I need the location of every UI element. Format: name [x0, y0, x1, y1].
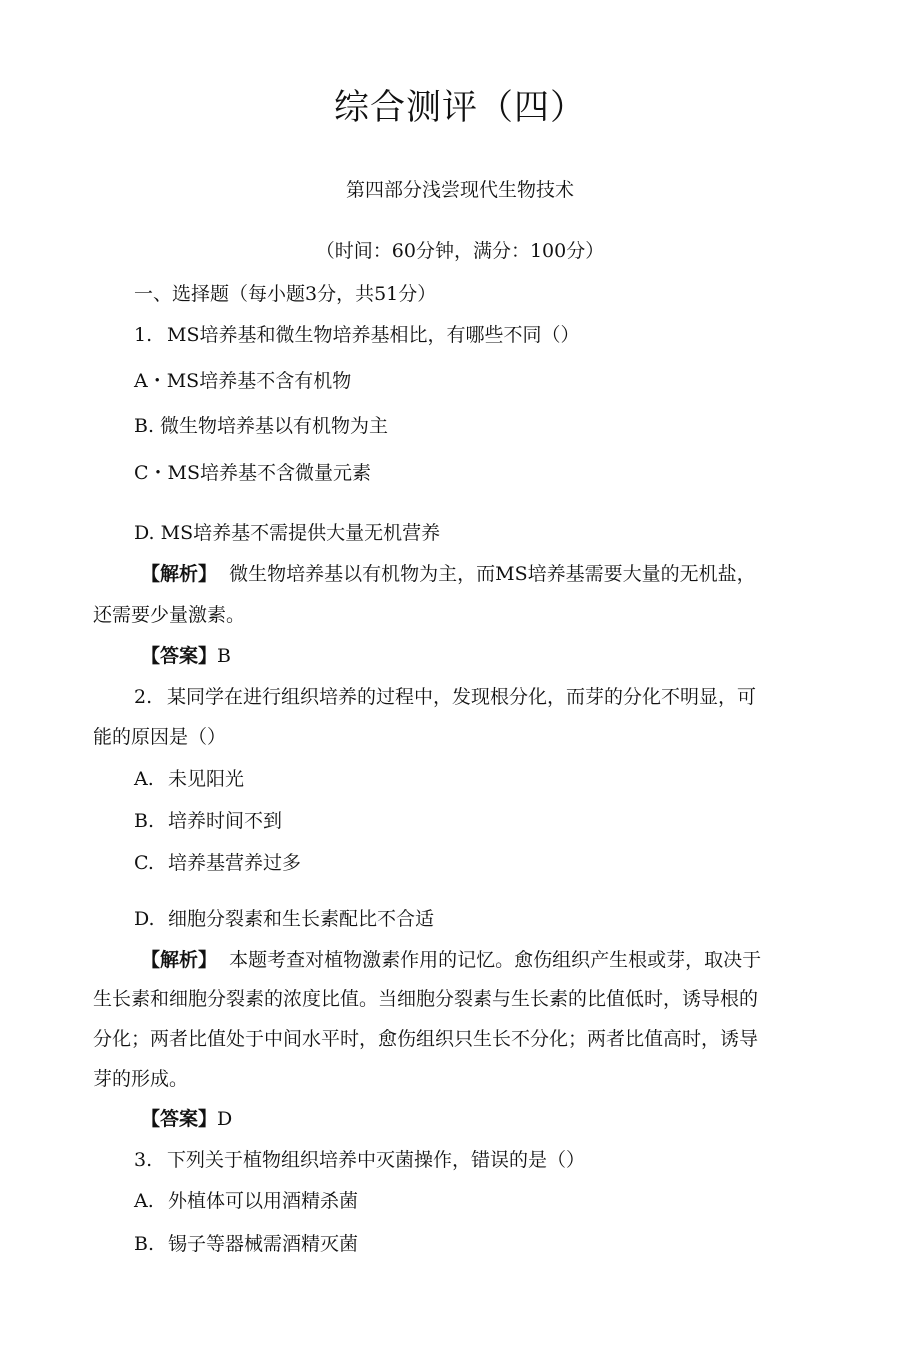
- question-3-stem: [134, 1148, 585, 1172]
- section-heading: 一、选择题（每小题3分，共51分）: [134, 283, 437, 305]
- page-title: 综合测评（四）: [333, 88, 586, 128]
- question-2-option-c: [134, 851, 301, 875]
- question-1-analysis-line-2: 还需要少量激素。: [93, 604, 246, 626]
- option-letter: C.: [134, 852, 154, 874]
- question-1-answer: [141, 644, 231, 668]
- answer-label: 【答案】: [141, 1108, 218, 1130]
- analysis-text: 微生物培养基以有机物为主，而MS培养基需要大量的无机盐，: [229, 563, 756, 585]
- option-letter: B.: [134, 1233, 155, 1255]
- question-2-option-a: [134, 767, 244, 791]
- question-number: 2.: [134, 686, 153, 708]
- question-3-option-b: [134, 1232, 358, 1256]
- option-letter: A.: [134, 768, 154, 790]
- question-text: 某同学在进行组织培养的过程中，发现根分化，而芽的分化不明显，可: [167, 686, 757, 708]
- page-subtitle: 第四部分浅尝现代生物技术: [345, 179, 574, 201]
- option-letter: B.: [134, 810, 155, 832]
- question-1-analysis-line-1: [141, 562, 756, 586]
- analysis-label: 【解析】: [141, 949, 218, 971]
- analysis-label: 【解析】: [141, 563, 218, 585]
- analysis-text: 本题考查对植物激素作用的记忆。愈伤组织产生根或芽，取决于: [229, 949, 762, 971]
- question-1-option-c: C・MS培养基不含微量元素: [134, 462, 372, 484]
- question-1-option-a: A・MS培养基不含有机物: [134, 370, 352, 392]
- option-text: 外植体可以用酒精杀菌: [168, 1190, 359, 1212]
- option-text: 未见阳光: [168, 768, 245, 790]
- option-text: 培养时间不到: [168, 810, 283, 832]
- question-2-option-d: [134, 907, 434, 931]
- question-2-answer: [141, 1107, 232, 1131]
- question-2-stem-line-2: 能的原因是（）: [93, 726, 227, 748]
- question-text: MS培养基和微生物培养基相比，有哪些不同（）: [167, 324, 580, 346]
- question-2-analysis-line-4: 芽的形成。: [93, 1068, 189, 1090]
- question-1-stem: [134, 323, 579, 347]
- answer-value: B: [217, 645, 231, 667]
- question-text: 下列关于植物组织培养中灭菌操作，错误的是（）: [167, 1149, 586, 1171]
- question-number: 3.: [134, 1149, 153, 1171]
- option-letter: A.: [134, 1190, 154, 1212]
- answer-label: 【答案】: [141, 645, 218, 667]
- answer-value: D: [217, 1108, 233, 1130]
- question-1-option-d: D. MS培养基不需提供大量无机营养: [134, 522, 441, 544]
- question-number: 1.: [134, 324, 153, 346]
- question-2-analysis-line-1: [141, 948, 761, 972]
- option-text: 培养基营养过多: [168, 852, 302, 874]
- question-3-option-a: [134, 1189, 358, 1213]
- time-info: （时间：60分钟，满分：100分）: [315, 240, 605, 262]
- option-text: 细胞分裂素和生长素配比不合适: [168, 908, 435, 930]
- question-1-option-b: B. 微生物培养基以有机物为主: [134, 415, 389, 437]
- question-2-stem-line-1: [134, 685, 756, 709]
- question-2-option-b: [134, 809, 282, 833]
- option-letter: D.: [134, 908, 155, 930]
- option-text: 锡子等器械需酒精灭菌: [168, 1233, 359, 1255]
- question-2-analysis-line-3: 分化；两者比值处于中间水平时，愈伤组织只生长不分化；两者比值高时，诱导: [93, 1028, 759, 1050]
- question-2-analysis-line-2: 生长素和细胞分裂素的浓度比值。当细胞分裂素与生长素的比值低时，诱导根的: [93, 988, 759, 1010]
